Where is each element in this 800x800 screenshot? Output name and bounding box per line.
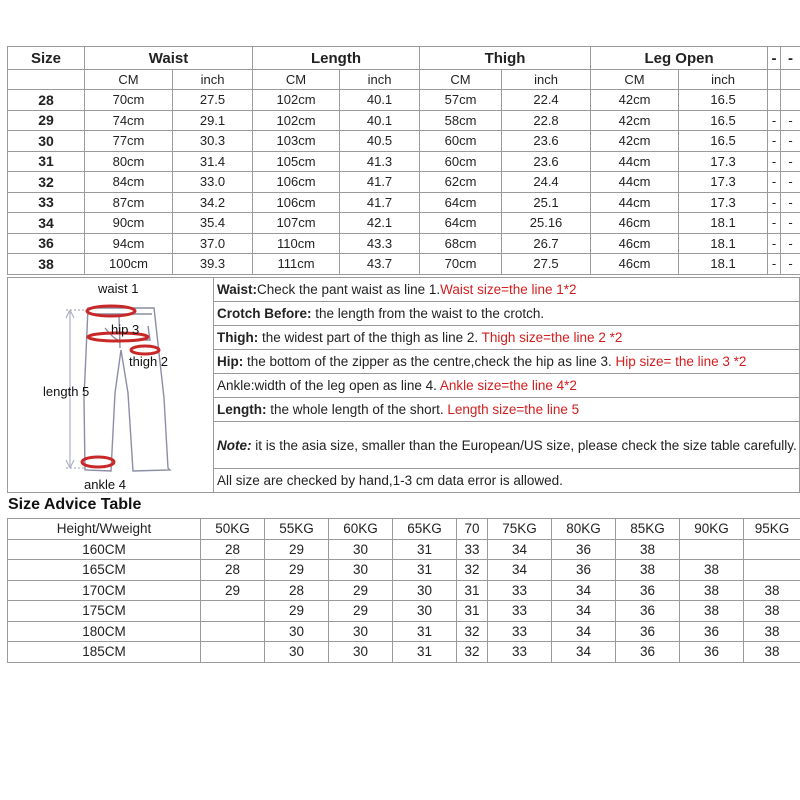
measurement-cell: - — [781, 192, 800, 213]
size-cell: 38 — [8, 254, 85, 275]
measurement-cell: 102cm — [253, 110, 340, 131]
measurement-notes — [213, 277, 800, 493]
unit-blank — [768, 70, 781, 90]
measurement-cell: 18.1 — [679, 213, 768, 234]
unit-cell: inch — [502, 70, 591, 90]
measurement-cell: 60cm — [420, 151, 502, 172]
size-table-header-row — [8, 47, 800, 70]
advice-size-cell: 38 — [680, 580, 744, 601]
advice-height-cell: 170CM — [8, 580, 201, 601]
advice-size-cell: 30 — [329, 560, 393, 581]
measurement-cell: 42cm — [591, 90, 679, 111]
advice-size-cell: 33 — [488, 621, 552, 642]
unit-cell: CM — [253, 70, 340, 90]
advice-size-cell: 36 — [616, 580, 680, 601]
advice-height-cell: 180CM — [8, 621, 201, 642]
advice-size-cell: 33 — [488, 601, 552, 622]
header-extra-2: - — [781, 47, 800, 70]
measurement-cell: 46cm — [591, 254, 679, 275]
advice-header-cell: 55KG — [265, 519, 329, 540]
size-cell: 31 — [8, 151, 85, 172]
advice-header-row — [8, 519, 800, 540]
measurement-cell: 27.5 — [173, 90, 253, 111]
note-label: Length: — [217, 402, 267, 417]
note-text: it is the asia size, smaller than the European/US size, please check the size table carefully. — [251, 437, 797, 453]
pants-diagram — [8, 278, 213, 492]
advice-size-cell — [680, 539, 744, 560]
measurement-cell: 42cm — [591, 110, 679, 131]
note-formula: Length size=the line 5 — [447, 402, 580, 417]
advice-size-cell: 38 — [616, 539, 680, 560]
measurement-cell — [768, 90, 781, 111]
advice-size-cell: 31 — [457, 580, 488, 601]
pants-outline-illustration — [8, 278, 213, 492]
advice-size-cell: 38 — [744, 601, 800, 622]
advice-size-cell: 38 — [744, 621, 800, 642]
advice-size-cell: 36 — [680, 621, 744, 642]
header-leg-open: Leg Open — [591, 47, 768, 70]
advice-size-cell: 38 — [680, 560, 744, 581]
header-length: Length — [253, 47, 420, 70]
advice-size-cell: 31 — [393, 539, 457, 560]
advice-size-cell: 34 — [552, 621, 616, 642]
measurement-cell: 25.16 — [502, 213, 591, 234]
measurement-cell: 84cm — [85, 172, 173, 193]
advice-size-cell: 29 — [329, 580, 393, 601]
measurement-cell: - — [768, 233, 781, 254]
advice-size-cell: 33 — [457, 539, 488, 560]
advice-size-cell: 38 — [744, 580, 800, 601]
advice-size-cell: 34 — [552, 580, 616, 601]
advice-row — [8, 621, 800, 642]
advice-size-cell: 30 — [329, 539, 393, 560]
note-formula: Thigh size=the line 2 *2 — [481, 330, 623, 345]
size-row — [8, 192, 800, 213]
measurement-cell: 34.2 — [173, 192, 253, 213]
measurement-cell: - — [781, 131, 800, 152]
measurement-cell: 23.6 — [502, 131, 591, 152]
advice-size-cell: 34 — [552, 642, 616, 663]
advice-size-cell: 30 — [265, 621, 329, 642]
measurement-cell: 31.4 — [173, 151, 253, 172]
thigh-label: thigh 2 — [129, 354, 169, 369]
advice-header-cell: 90KG — [680, 519, 744, 540]
measurement-cell: 26.7 — [502, 233, 591, 254]
header-size: Size — [8, 47, 85, 70]
advice-header-cell: 85KG — [616, 519, 680, 540]
size-row — [8, 110, 800, 131]
measurement-cell: - — [768, 110, 781, 131]
advice-size-cell: 36 — [616, 601, 680, 622]
measurement-cell: 107cm — [253, 213, 340, 234]
measurement-cell: 41.3 — [340, 151, 420, 172]
note-label: Hip: — [217, 354, 244, 369]
advice-size-cell: 38 — [680, 601, 744, 622]
measurement-cell: 64cm — [420, 213, 502, 234]
advice-size-cell: 28 — [201, 539, 265, 560]
advice-row — [8, 642, 800, 663]
size-cell: 34 — [8, 213, 85, 234]
measurement-cell: 77cm — [85, 131, 173, 152]
measurement-cell: 29.1 — [173, 110, 253, 131]
unit-cell: CM — [420, 70, 502, 90]
note-formula: Waist size=the line 1*2 — [440, 282, 577, 297]
advice-size-cell: 28 — [265, 580, 329, 601]
waist-label: waist 1 — [98, 281, 139, 296]
measurement-cell: 16.5 — [679, 131, 768, 152]
measurement-cell: 39.3 — [173, 254, 253, 275]
advice-size-cell: 32 — [457, 560, 488, 581]
measurement-cell: 105cm — [253, 151, 340, 172]
measurement-cell: - — [768, 131, 781, 152]
measurement-cell: 40.1 — [340, 90, 420, 111]
note-waist — [214, 278, 800, 302]
advice-size-cell: 36 — [616, 621, 680, 642]
advice-row — [8, 601, 800, 622]
advice-header-cell: 70 — [457, 519, 488, 540]
measurement-cell: 103cm — [253, 131, 340, 152]
advice-header-cell: 60KG — [329, 519, 393, 540]
measurement-guide — [7, 277, 800, 493]
measurement-cell: 111cm — [253, 254, 340, 275]
advice-header-cell: Height/Wweight — [8, 519, 201, 540]
note-label: Crotch Before: — [217, 306, 312, 321]
measurement-cell: 37.0 — [173, 233, 253, 254]
size-row — [8, 254, 800, 275]
advice-size-cell: 31 — [393, 621, 457, 642]
measurement-cell: 30.3 — [173, 131, 253, 152]
measurement-cell: 44cm — [591, 192, 679, 213]
advice-height-cell: 165CM — [8, 560, 201, 581]
measurement-cell: 35.4 — [173, 213, 253, 234]
size-row — [8, 90, 800, 111]
advice-size-cell — [201, 601, 265, 622]
hip-label: hip 3 — [111, 322, 140, 337]
advice-header-cell: 75KG — [488, 519, 552, 540]
ankle-label: ankle 4 — [84, 477, 126, 492]
advice-size-cell: 30 — [393, 580, 457, 601]
advice-height-cell: 175CM — [8, 601, 201, 622]
measurement-cell: 102cm — [253, 90, 340, 111]
advice-size-cell: 29 — [201, 580, 265, 601]
note-text: Ankle:width of the leg open as line 4. — [217, 378, 440, 393]
note-length — [214, 398, 800, 422]
note-formula: Hip size= the line 3 *2 — [615, 354, 747, 369]
measurement-cell: 106cm — [253, 172, 340, 193]
unit-blank — [781, 70, 800, 90]
size-cell: 30 — [8, 131, 85, 152]
measurement-cell: 42cm — [591, 131, 679, 152]
header-thigh: Thigh — [420, 47, 591, 70]
size-cell: 28 — [8, 90, 85, 111]
measurement-cell: 100cm — [85, 254, 173, 275]
measurement-cell: - — [781, 110, 800, 131]
note-text: the whole length of the short. — [266, 402, 448, 417]
advice-size-cell: 34 — [488, 539, 552, 560]
measurement-cell — [781, 90, 800, 111]
measurement-cell: - — [781, 254, 800, 275]
measurement-cell: 44cm — [591, 172, 679, 193]
measurement-cell: 106cm — [253, 192, 340, 213]
advice-row — [8, 539, 800, 560]
measurement-cell: - — [768, 254, 781, 275]
size-table-body — [8, 90, 800, 275]
size-advice-table — [7, 518, 800, 663]
measurement-cell: 17.3 — [679, 192, 768, 213]
note-label: Waist: — [217, 282, 257, 297]
advice-size-cell: 29 — [265, 560, 329, 581]
advice-size-cell — [744, 560, 800, 581]
size-cell: 32 — [8, 172, 85, 193]
note-text: Check the pant waist as line 1. — [257, 282, 441, 297]
size-row — [8, 151, 800, 172]
measurement-cell: 18.1 — [679, 233, 768, 254]
measurement-cell: - — [781, 151, 800, 172]
advice-height-cell: 160CM — [8, 539, 201, 560]
advice-title: Size Advice Table — [8, 496, 142, 513]
measurement-cell: - — [768, 213, 781, 234]
advice-size-cell: 32 — [457, 621, 488, 642]
advice-size-cell — [201, 642, 265, 663]
measurement-cell: 87cm — [85, 192, 173, 213]
note-label: Thigh: — [217, 330, 259, 345]
advice-size-cell: 34 — [552, 601, 616, 622]
size-row — [8, 131, 800, 152]
note-ankle — [214, 374, 800, 398]
size-row — [8, 233, 800, 254]
measurement-cell: 40.5 — [340, 131, 420, 152]
measurement-cell: - — [768, 151, 781, 172]
measurement-cell: 57cm — [420, 90, 502, 111]
measurement-cell: 33.0 — [173, 172, 253, 193]
note-text: the widest part of the thigh as line 2. — [258, 330, 482, 345]
note-asia-size — [214, 422, 800, 469]
advice-size-cell: 34 — [488, 560, 552, 581]
measurement-cell: 27.5 — [502, 254, 591, 275]
measurement-cell: 40.1 — [340, 110, 420, 131]
size-row — [8, 213, 800, 234]
header-waist: Waist — [85, 47, 253, 70]
measurement-cell: 18.1 — [679, 254, 768, 275]
measurement-cell: 17.3 — [679, 172, 768, 193]
advice-table-body — [8, 519, 800, 663]
unit-cell: inch — [173, 70, 253, 90]
note-text: the bottom of the zipper as the centre,check the hip as line 3. — [243, 354, 616, 369]
advice-size-cell: 38 — [616, 560, 680, 581]
advice-size-cell: 30 — [329, 642, 393, 663]
measurement-cell: 22.8 — [502, 110, 591, 131]
measurement-cell: - — [768, 192, 781, 213]
advice-size-cell: 29 — [329, 601, 393, 622]
measurement-cell: 16.5 — [679, 110, 768, 131]
measurement-cell: 46cm — [591, 233, 679, 254]
measurement-cell: 16.5 — [679, 90, 768, 111]
advice-size-cell: 36 — [616, 642, 680, 663]
advice-size-cell: 33 — [488, 580, 552, 601]
note-text: the length from the waist to the crotch. — [311, 306, 545, 321]
advice-size-cell: 28 — [201, 560, 265, 581]
advice-size-cell: 36 — [552, 539, 616, 560]
measurement-cell: 68cm — [420, 233, 502, 254]
unit-cell: CM — [591, 70, 679, 90]
advice-size-cell — [201, 621, 265, 642]
size-cell: 33 — [8, 192, 85, 213]
advice-header-cell: 95KG — [744, 519, 800, 540]
advice-header-cell: 65KG — [393, 519, 457, 540]
measurement-cell: 110cm — [253, 233, 340, 254]
note-crotch — [214, 302, 800, 326]
advice-size-cell: 31 — [393, 560, 457, 581]
advice-header-cell: 50KG — [201, 519, 265, 540]
measurement-cell: 74cm — [85, 110, 173, 131]
length-label: length 5 — [43, 384, 90, 399]
header-extra-1: - — [768, 47, 781, 70]
note-error — [214, 469, 800, 493]
measurement-cell: 41.7 — [340, 172, 420, 193]
advice-row — [8, 580, 800, 601]
advice-size-cell: 38 — [744, 642, 800, 663]
measurement-cell: 43.3 — [340, 233, 420, 254]
unit-cell: inch — [679, 70, 768, 90]
measurement-cell: 62cm — [420, 172, 502, 193]
advice-size-cell: 29 — [265, 601, 329, 622]
measurement-cell: 44cm — [591, 151, 679, 172]
advice-size-cell — [744, 539, 800, 560]
measurement-cell: 70cm — [85, 90, 173, 111]
size-cell: 29 — [8, 110, 85, 131]
advice-size-cell: 32 — [457, 642, 488, 663]
measurement-cell: 43.7 — [340, 254, 420, 275]
advice-size-cell: 30 — [329, 621, 393, 642]
advice-size-cell: 30 — [393, 601, 457, 622]
measurement-cell: 24.4 — [502, 172, 591, 193]
advice-header-cell: 80KG — [552, 519, 616, 540]
advice-size-cell: 29 — [265, 539, 329, 560]
size-row — [8, 172, 800, 193]
measurement-cell: 41.7 — [340, 192, 420, 213]
advice-size-cell: 31 — [457, 601, 488, 622]
note-formula: Ankle size=the line 4*2 — [439, 378, 577, 393]
measurement-cell: 70cm — [420, 254, 502, 275]
advice-row — [8, 560, 800, 581]
measurement-cell: 23.6 — [502, 151, 591, 172]
measurement-cell: 90cm — [85, 213, 173, 234]
measurement-cell: - — [781, 233, 800, 254]
measurement-cell: - — [781, 213, 800, 234]
unit-blank — [8, 70, 85, 90]
measurement-cell: 17.3 — [679, 151, 768, 172]
advice-height-cell: 185CM — [8, 642, 201, 663]
advice-size-cell: 36 — [552, 560, 616, 581]
advice-size-cell: 30 — [265, 642, 329, 663]
size-cell: 36 — [8, 233, 85, 254]
advice-size-cell: 31 — [393, 642, 457, 663]
note-hip — [214, 350, 800, 374]
measurement-cell: - — [768, 172, 781, 193]
measurement-cell: 42.1 — [340, 213, 420, 234]
size-table — [7, 46, 800, 275]
unit-cell: CM — [85, 70, 173, 90]
measurement-cell: 60cm — [420, 131, 502, 152]
advice-size-cell: 33 — [488, 642, 552, 663]
measurement-cell: 58cm — [420, 110, 502, 131]
size-table-unit-row — [8, 70, 800, 90]
note-label: Note: — [217, 437, 252, 453]
note-thigh — [214, 326, 800, 350]
measurement-cell: 64cm — [420, 192, 502, 213]
measurement-cell: 94cm — [85, 233, 173, 254]
measurement-cell: - — [781, 172, 800, 193]
measurement-cell: 80cm — [85, 151, 173, 172]
advice-size-cell: 36 — [680, 642, 744, 663]
unit-cell: inch — [340, 70, 420, 90]
measurement-cell: 22.4 — [502, 90, 591, 111]
note-text: All size are checked by hand,1-3 cm data error is allowed. — [217, 473, 563, 488]
measurement-cell: 25.1 — [502, 192, 591, 213]
measurement-cell: 46cm — [591, 213, 679, 234]
